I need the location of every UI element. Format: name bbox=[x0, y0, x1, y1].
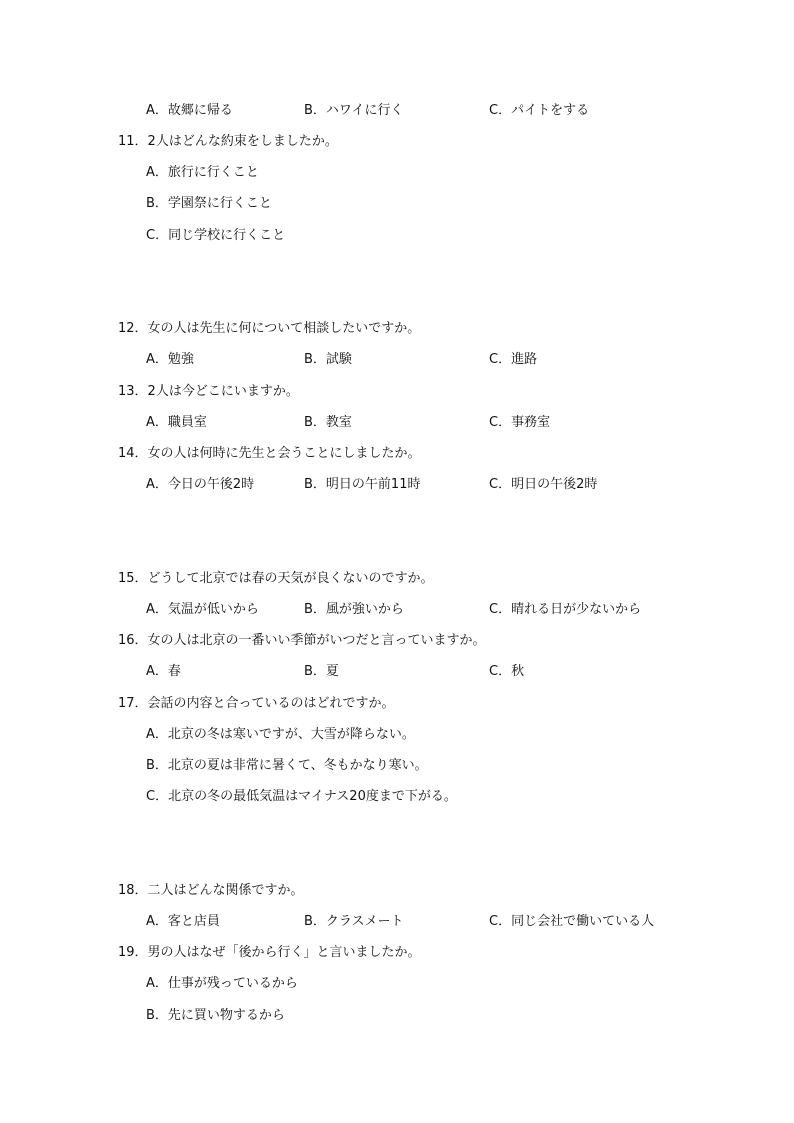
q17-option-a: A．北京の冬は寒いですが、大雪が降らない。 bbox=[146, 727, 415, 742]
q17-text: 17．会話の内容と合っているのはどれですか。 bbox=[118, 696, 395, 711]
q10-option-b: B．ハワイに行く bbox=[304, 103, 404, 118]
q12-text: 12．女の人は先生に何について相談したいですか。 bbox=[118, 321, 421, 336]
q15-option-a: A．気温が低いから bbox=[146, 602, 259, 617]
q16-option-c: C．秋 bbox=[489, 664, 525, 679]
q18-option-a: A．客と店員 bbox=[146, 914, 220, 929]
q11-text: 11．2人はどんな約束をしましたか。 bbox=[118, 134, 338, 149]
q14-option-a: A．今日の午後2時 bbox=[146, 477, 255, 492]
q12-option-c: C．進路 bbox=[489, 352, 538, 367]
q16-text: 16．女の人は北京の一番いい季節がいつだと言っていますか。 bbox=[118, 633, 486, 648]
q13-option-c: C．事務室 bbox=[489, 415, 551, 430]
q12-option-b: B．試験 bbox=[304, 352, 352, 367]
q13-option-a: A．職員室 bbox=[146, 415, 207, 430]
q14-option-b: B．明日の午前11時 bbox=[304, 477, 421, 492]
q11-option-a: A．旅行に行くこと bbox=[146, 165, 259, 180]
q14-text: 14．女の人は何時に先生と会うことにしましたか。 bbox=[118, 446, 421, 461]
q14-option-c: C．明日の午後2時 bbox=[489, 477, 598, 492]
q11-option-c: C．同じ学校に行くこと bbox=[146, 228, 286, 243]
q18-option-c: C．同じ会社で働いている人 bbox=[489, 914, 655, 929]
q15-text: 15．どうして北京では春の天気が良くないのですか。 bbox=[118, 571, 434, 586]
q17-option-b: B．北京の夏は非常に暑くて、冬もかなり寒い。 bbox=[146, 758, 428, 773]
q16-option-a: A．春 bbox=[146, 664, 181, 679]
q15-option-b: B．風が強いから bbox=[304, 602, 404, 617]
q19-text: 19．男の人はなぜ「後から行く」と言いましたか。 bbox=[118, 945, 421, 960]
q18-option-b: B．クラスメート bbox=[304, 914, 404, 929]
q16-option-b: B．夏 bbox=[304, 664, 339, 679]
q15-option-c: C．晴れる日が少ないから bbox=[489, 602, 642, 617]
q13-option-b: B．教室 bbox=[304, 415, 352, 430]
q17-option-c: C．北京の冬の最低気温はマイナス20度まで下がる。 bbox=[146, 789, 457, 804]
q18-text: 18．二人はどんな関係ですか。 bbox=[118, 883, 304, 898]
q19-option-b: B．先に買い物するから bbox=[146, 1008, 285, 1023]
q11-option-b: B．学園祭に行くこと bbox=[146, 196, 272, 211]
q10-option-a: A．故郷に帰る bbox=[146, 103, 233, 118]
q13-text: 13．2人は今どこにいますか。 bbox=[118, 384, 299, 399]
q19-option-a: A．仕事が残っているから bbox=[146, 976, 298, 991]
q10-option-c: C．パイトをする bbox=[489, 103, 590, 118]
q12-option-a: A．勉強 bbox=[146, 352, 194, 367]
